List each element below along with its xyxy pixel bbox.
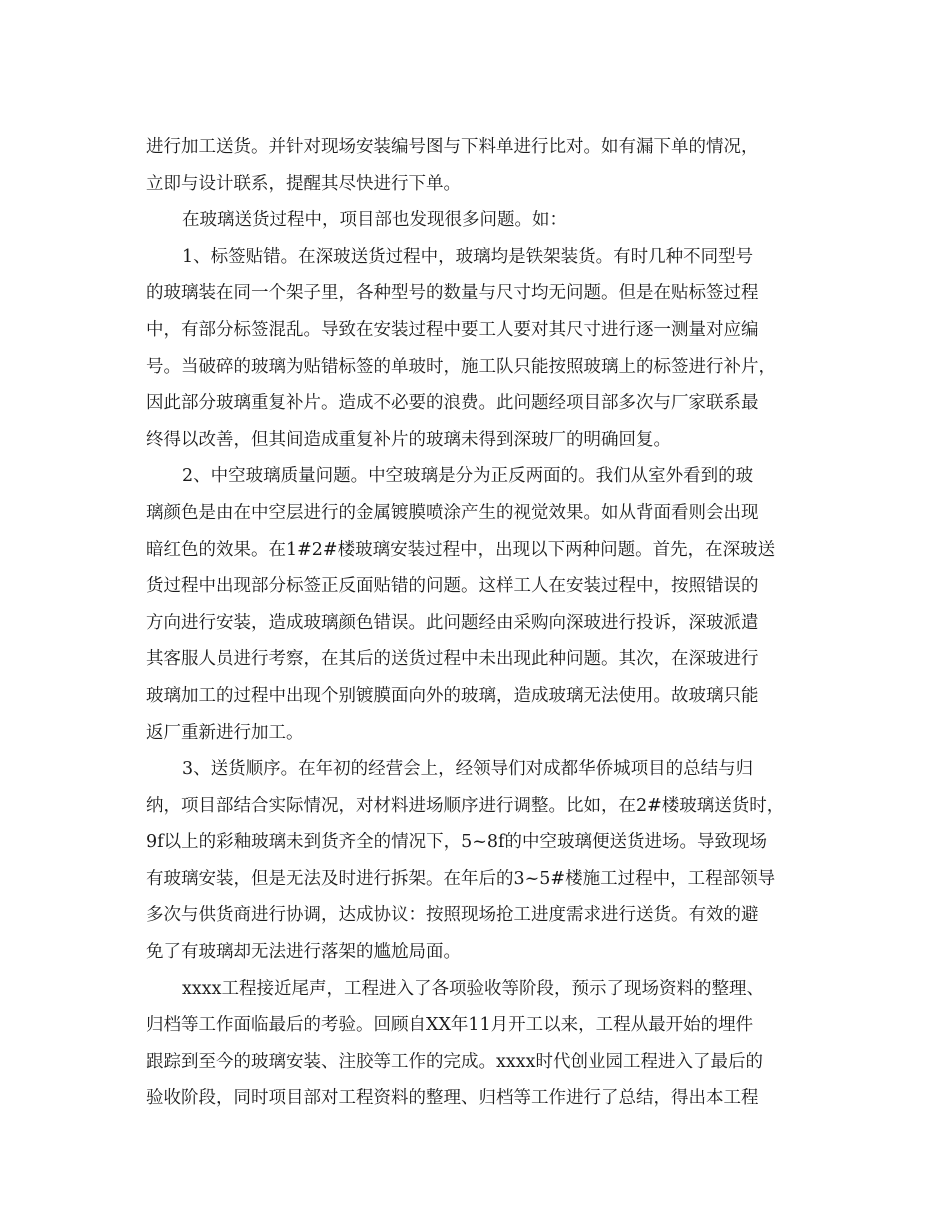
- text-line: 货过程中出现部分标签正反面贴错的问题。这样工人在安装过程中，按照错误的: [146, 576, 759, 597]
- text-line: 方向进行安装，造成玻璃颜色错误。此问题经由采购向深玻进行投诉，深玻派遣: [146, 612, 759, 633]
- text-line: 返厂重新进行加工。: [146, 722, 304, 743]
- body-text: [146, 129, 816, 1117]
- text-line: 进行加工送货。并针对现场安装编号图与下料单进行比对。如有漏下单的情况，: [146, 137, 759, 157]
- text-line: 归档等工作面临最后的考验。回顾自XX年11月开工以来，工程从最开始的埋件: [146, 1015, 754, 1036]
- text-line: 璃颜色是由在中空层进行的金属镀膜喷涂产生的视觉效果。如从背面看则会出现: [146, 502, 759, 523]
- paragraph-start-line: 在玻璃送货过程中，项目部也发现很多问题。如：: [182, 210, 567, 231]
- text-line: 玻璃加工的过程中出现个别镀膜面向外的玻璃，造成玻璃无法使用。故玻璃只能: [146, 685, 759, 706]
- text-line: 号。当破碎的玻璃为贴错标签的单玻时，施工队只能按照玻璃上的标签进行补片，: [146, 356, 776, 377]
- text-line: 跟踪到至今的玻璃安装、注胶等工作的完成。xxxx时代创业园工程进入了最后的: [146, 1051, 763, 1072]
- text-line: 验收阶段，同时项目部对工程资料的整理、归档等工作进行了总结，得出本工程: [146, 1088, 759, 1109]
- text-line: 中，有部分标签混乱。导致在安装过程中要工人要对其尺寸进行逐一测量对应编: [146, 319, 759, 340]
- paragraph-start-line: xxxx工程接近尾声，工程进入了各项验收等阶段，预示了现场资料的整理、: [182, 978, 764, 999]
- text-line: 立即与设计联系，提醒其尽快进行下单。: [146, 173, 461, 194]
- text-line: 因此部分玻璃重复补片。造成不必要的浪费。此问题经项目部多次与厂家联系最: [146, 393, 759, 414]
- paragraph-start-line: 3、送货顺序。在年初的经营会上，经领导们对成都华侨城项目的总结与归: [182, 759, 754, 780]
- paragraph-start-line: 2、中空玻璃质量问题。中空玻璃是分为正反两面的。我们从室外看到的玻: [182, 466, 754, 487]
- text-line: 终得以改善，但其间造成重复补片的玻璃未得到深玻厂的明确回复。: [146, 429, 671, 450]
- text-line: 9f以上的彩釉玻璃未到货齐全的情况下，5~8f的中空玻璃便送货进场。导致现场: [146, 832, 768, 853]
- text-line: 暗红色的效果。在1#2#楼玻璃安装过程中，出现以下两种问题。首先，在深玻送: [146, 539, 776, 560]
- paragraph-start-line: 1、标签贴错。在深玻送货过程中，玻璃均是铁架装货。有时几种不同型号: [182, 246, 754, 267]
- text-line: 免了有玻璃却无法进行落架的尴尬局面。: [146, 942, 461, 963]
- text-line: 纳，项目部结合实际情况，对材料进场顺序进行调整。比如，在2#楼玻璃送货时，: [146, 795, 785, 816]
- text-line: 多次与供货商进行协调，达成协议：按照现场抢工进度需求进行送货。有效的避: [146, 905, 759, 926]
- text-line: 有玻璃安装，但是无法及时进行拆架。在年后的3~5#楼施工过程中，工程部领导: [146, 868, 776, 889]
- text-line: 其客服人员进行考察，在其后的送货过程中未出现此种问题。其次，在深玻进行: [146, 649, 759, 670]
- text-line: 的玻璃装在同一个架子里，各种型号的数量与尺寸均无问题。但是在贴标签过程: [146, 283, 759, 304]
